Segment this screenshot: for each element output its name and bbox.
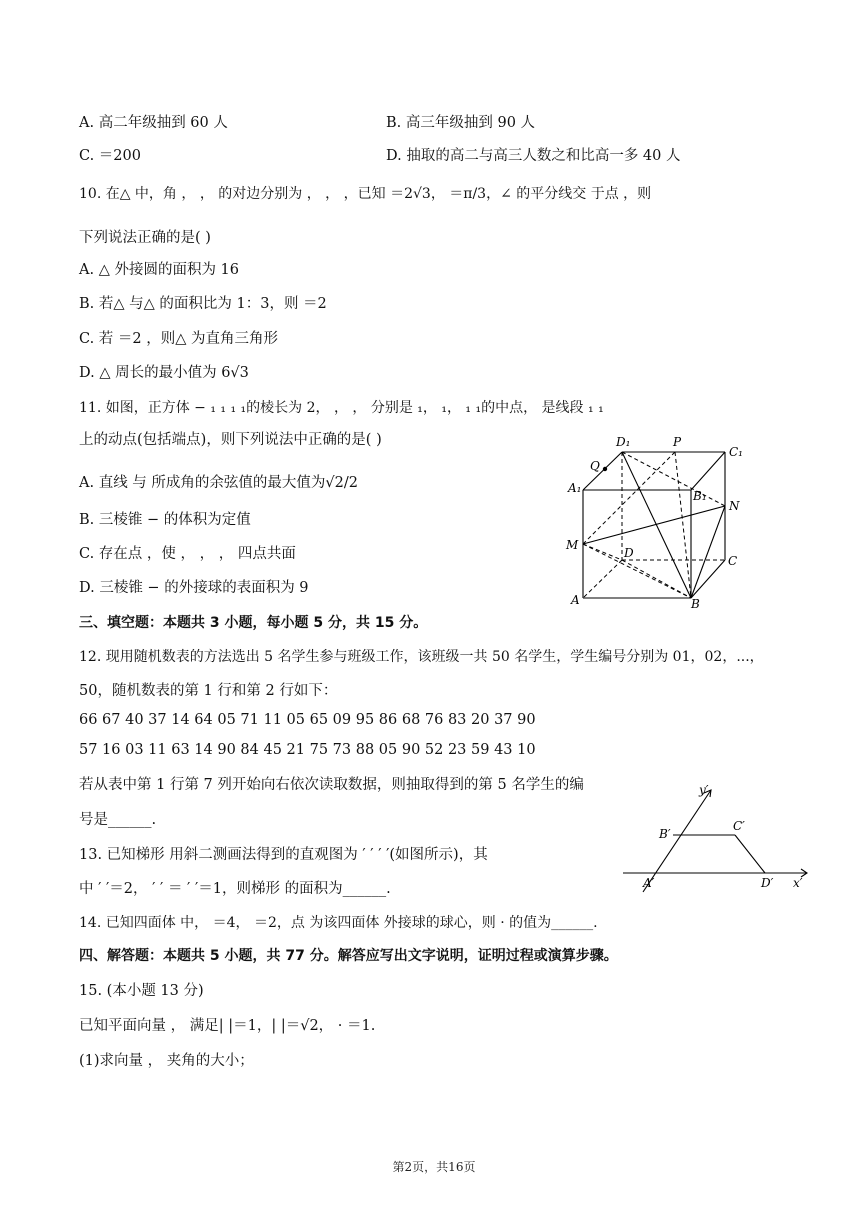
q12-stem-line3: 若从表中第 1 行第 7 列开始向右依次读取数据，则抽取得到的第 5 名学生的编: [79, 777, 584, 793]
q13-stem-line1: 13. 已知梯形 用斜二测画法得到的直观图为 ′ ′ ′ ′(如图所示)，其: [79, 847, 488, 863]
label-d: D: [624, 546, 634, 560]
q15-stem-line1: 15. (本小题 13 分): [79, 983, 204, 999]
q15-stem-line2: 已知平面向量 ， 满足| |＝1，| |＝√2， · ＝1.: [79, 1018, 376, 1034]
q12-random-row2: 57 16 03 11 63 14 90 84 45 21 75 73 88 05 90 52 23 59 43 10: [79, 742, 536, 758]
q10-option-d: D. △ 周长的最小值为 6√3: [79, 365, 249, 381]
q11-option-b: B. 三棱锥 − 的体积为定值: [79, 512, 251, 528]
section-4-heading: 四、解答题：本题共 5 小题，共 77 分。解答应写出文字说明，证明过程或演算步骤。: [79, 948, 618, 964]
label-c: C: [728, 554, 738, 568]
label-b: B: [691, 597, 700, 610]
page-footer: 第2页，共16页: [392, 1160, 476, 1174]
label-y-prime: y′: [699, 783, 709, 797]
label-a1: A₁: [568, 481, 582, 495]
q9-option-a: A. 高二年级抽到 60 人: [79, 115, 228, 131]
q10-option-c: C. 若 ＝2 ，则△ 为直角三角形: [79, 331, 278, 347]
q15-stem-line3: (1)求向量 ， 夹角的大小；: [79, 1053, 254, 1069]
q10-option-a: A. △ 外接圆的面积为 16: [79, 262, 240, 278]
label-n: N: [729, 499, 740, 513]
q11-option-d: D. 三棱锥 − 的外接球的表面积为 9: [79, 580, 309, 596]
q11-stem-line2: 上的动点(包括端点)，则下列说法中正确的是( ): [79, 432, 382, 448]
section-3-heading: 三、填空题：本题共 3 小题，每小题 5 分，共 15 分。: [79, 615, 428, 631]
label-c1: C₁: [729, 445, 743, 459]
label-x-prime: x′: [793, 876, 803, 890]
label-b-prime: B′: [659, 827, 671, 841]
label-c-prime: C′: [733, 819, 745, 833]
label-m: M: [566, 538, 579, 552]
trapezoid-figure: [615, 780, 815, 895]
label-d1: D₁: [616, 435, 631, 449]
label-a: A: [571, 593, 580, 607]
q12-stem-line1: 12. 现用随机数表的方法选出 5 名学生参与班级工作，该班级一共 50 名学生，学生编号分别为 01，02，...，: [79, 649, 764, 665]
q11-stem-line1: 11. 如图，正方体 − ₁ ₁ ₁ ₁的棱长为 2， ， ， 分别是 ₁， ₁， ₁ ₁的中点， 是线段 ₁ ₁: [79, 400, 604, 416]
q11-option-a: A. 直线 与 所成角的余弦值的最大值为√2/2: [79, 475, 358, 491]
q12-stem-line4: 号是______.: [79, 812, 157, 828]
q14-stem-line1: 14. 已知四面体 中， ＝4， ＝2，点 为该四面体 外接球的球心，则 · 的值为______.: [79, 915, 598, 931]
label-d-prime: D′: [761, 876, 774, 890]
label-b1: B₁: [693, 489, 707, 503]
q10-option-b: B. 若△ 与△ 的面积比为 1：3，则 ＝2: [79, 296, 327, 312]
q11-option-c: C. 存在点 ，使 ， ， ， 四点共面: [79, 546, 296, 562]
q10-stem-line2: 下列说法正确的是( ): [79, 230, 211, 246]
q12-random-row1: 66 67 40 37 14 64 05 71 11 05 65 09 95 86 68 76 83 20 37 90: [79, 712, 536, 728]
label-a-prime: A′: [643, 876, 655, 890]
q9-option-b: B. 高三年级抽到 90 人: [386, 115, 536, 131]
cube-figure: [560, 430, 760, 610]
q10-stem-line1: 10. 在△ 中，角 ， ， 的对边分别为 ， ， ，已知 ＝2√3， ＝π/3，∠ 的平分线交 于点 ，则: [79, 186, 652, 202]
q9-option-c: C. ＝200: [79, 148, 141, 164]
label-q: Q: [590, 459, 600, 473]
q12-stem-line2: 50，随机数表的第 1 行和第 2 行如下：: [79, 683, 338, 699]
label-p: P: [673, 435, 682, 449]
q13-stem-line2: 中 ′ ′＝2， ′ ′ ＝ ′ ′＝1，则梯形 的面积为______.: [79, 881, 391, 897]
q9-option-d: D. 抽取的高二与高三人数之和比高一多 40 人: [386, 148, 681, 164]
